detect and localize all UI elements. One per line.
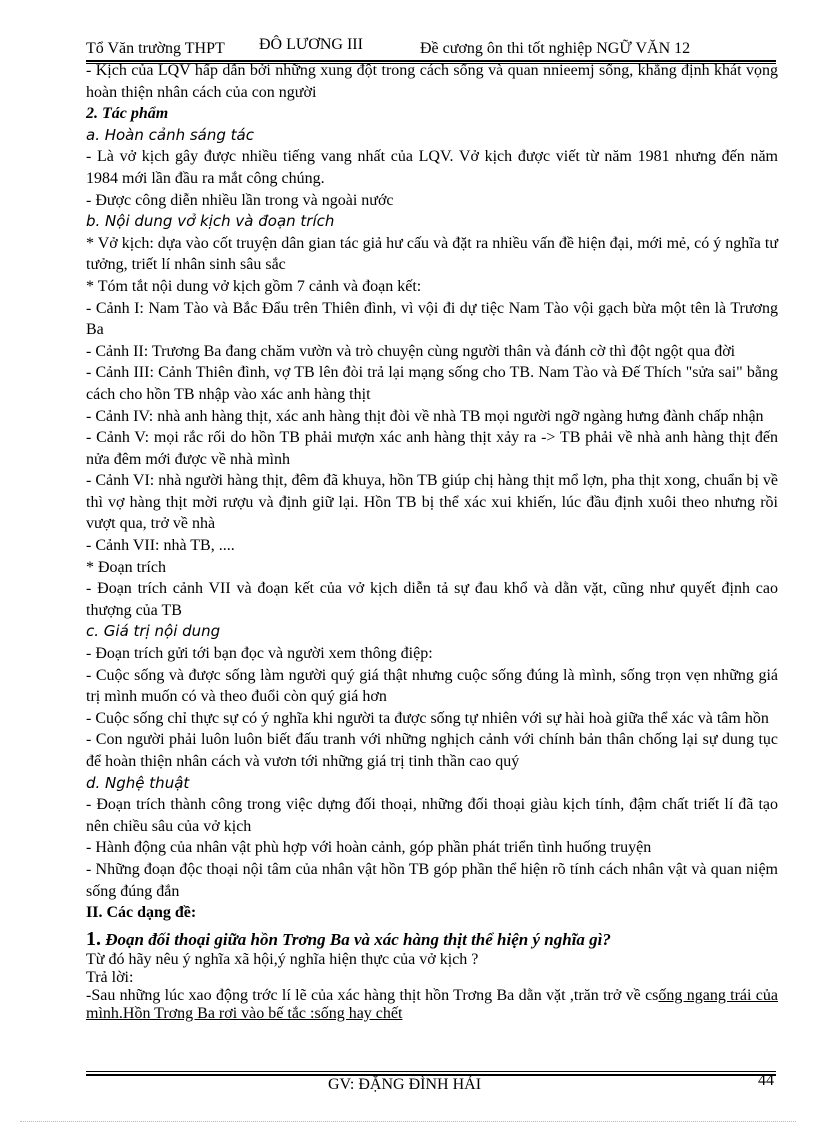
paragraph: - Cảnh III: Cảnh Thiên đình, vợ TB lên đòi trả lại mạng sống cho TB. Nam Tào và Đế Thích "sửa sai" bằng cách cho hồn TB nhập vào xác anh hàng thịt bbox=[86, 364, 778, 403]
question-heading bbox=[86, 928, 778, 951]
answer-text: -Sau những lúc xao động trớc lí lẽ của xác hàng thịt hồn Trơng Ba dằn vặt ,trăn trở về cs bbox=[86, 986, 659, 1004]
paragraph: - Cảnh II: Trương Ba đang chăm vườn và trò chuyện cùng người thân và đánh cờ thì đột ngột qua đời bbox=[86, 342, 736, 360]
paragraph: - Đoạn trích cảnh VII và đoạn kết của vở kịch diễn tả sự đau khổ và dằn vặt, cũng như quyết định cao thượng của TB bbox=[86, 580, 778, 619]
subsection-heading: d. Nghệ thuật bbox=[86, 773, 190, 792]
paragraph: - Cảnh VI: nhà người hàng thịt, đêm đã khuya, hồn TB giúp chị hàng thịt mổ lợn, pha thịt xong, chuẩn bị về thì vợ hàng thịt mời rượu và định giữ lại. Hồn TB bị thể xác xui khiến, lúc đầu định xuôi theo nhưng rồi vượt qua, trở về nhà bbox=[86, 472, 778, 533]
paragraph: - Con người phải luôn luôn biết đấu tranh với những nghịch cảnh với chính bản thân chống lại sự dung tục để hoàn thiện nhân cách và vươn tới những giá trị tinh thần cao quý bbox=[86, 731, 778, 770]
footer-rule bbox=[86, 1071, 776, 1072]
question-number: 1. bbox=[86, 927, 101, 950]
paragraph: - Hành động của nhân vật phù hợp với hoàn cảnh, góp phần phát triển tình huống truyện bbox=[86, 839, 652, 857]
subsection-heading: c. Giá trị nội dung bbox=[86, 622, 221, 641]
paragraph: * Đoạn trích bbox=[86, 558, 166, 576]
subsection-heading: b. Nội dung vở kịch và đoạn trích bbox=[86, 212, 335, 231]
section-heading: II. Các dạng đề: bbox=[86, 904, 197, 922]
page-footer bbox=[86, 1072, 776, 1098]
answer-text-underlined: ống ngang trái của mình.Hồn Trơng Ba rơi vào bế tắc :sống hay chết bbox=[86, 986, 779, 1022]
paragraph: - Cuộc sống chỉ thực sự có ý nghĩa khi người ta được sống tự nhiên với sự hài hoà giữa thể xác và tâm hồn bbox=[86, 709, 769, 727]
header-department: Tổ Văn trường THPT bbox=[86, 40, 225, 57]
paragraph: - Cảnh IV: nhà anh hàng thịt, xác anh hàng thịt đòi về nhà TB mọi người ngỡ ngàng hưng đành chấp nhận bbox=[86, 407, 764, 425]
paragraph: - Cuộc sống và được sống làm người quý giá thật nhưng cuộc sống đúng là mình, sống trọn vẹn những giá trị mình muốn có và theo đuổi còn quý giá hơn bbox=[86, 666, 778, 706]
paragraph: Từ đó hãy nêu ý nghĩa xã hội,ý nghĩa hiện thực của vở kịch ? bbox=[86, 950, 479, 968]
header-school: ĐÔ LƯƠNG III bbox=[259, 36, 363, 53]
paragraph: * Vở kịch: dựa vào cốt truyện dân gian tác giả hư cấu và đặt ra nhiều vấn đề hiện đại, mới mẻ, có ý nghĩa tư tưởng, triết lí nhân sinh sâu sắc bbox=[86, 234, 778, 274]
page-header bbox=[86, 36, 776, 60]
paragraph: - Những đoạn độc thoại nội tâm của nhân vật hồn TB góp phần thể hiện rõ tính cách nhân vật và quan niệm sống đúng đắn bbox=[86, 860, 778, 900]
section-heading: 2. Tác phẩm bbox=[86, 105, 169, 123]
paragraph: - Cảnh V: mọi rắc rối do hồn TB phải mượn xác anh hàng thịt xảy ra -> TB phải về nhà anh hàng thịt đến nửa đêm mới được về nhà mình bbox=[86, 429, 778, 468]
paragraph: * Tóm tắt nội dung vở kịch gồm 7 cảnh và đoạn kết: bbox=[86, 277, 422, 295]
paragraph: - Được công diễn nhiều lần trong và ngoài nước bbox=[86, 191, 394, 209]
paragraph: - Đoạn trích thành công trong việc dựng đối thoại, những đối thoại giàu kịch tính, đậm chất triết lí đã tạo nên chiều sâu của vở kịch bbox=[86, 796, 778, 835]
footer-author: GV: ĐẶNG ĐÌNH HẢI bbox=[328, 1076, 482, 1093]
paragraph bbox=[86, 987, 778, 1023]
page-content bbox=[86, 60, 778, 1023]
paragraph: - Là vở kịch gây được nhiều tiếng vang nhất của LQV. Vở kịch được viết từ năm 1981 nhưng đến năm 1984 mới lần đầu ra mắt công chúng. bbox=[86, 148, 778, 187]
page-edge-divider bbox=[20, 1121, 796, 1122]
page-number: 44 bbox=[758, 1072, 774, 1089]
paragraph: Trả lời: bbox=[86, 968, 134, 986]
paragraph: - Cảnh I: Nam Tào và Bắc Đẩu trên Thiên đình, vì vội đi dự tiệc Nam Tào vội gạch bừa một tên là Trương Ba bbox=[86, 299, 778, 339]
paragraph: - Cảnh VII: nhà TB, .... bbox=[86, 537, 235, 555]
header-title: Đề cương ôn thi tốt nghiệp NGỮ VĂN 12 bbox=[420, 40, 691, 57]
question-text: Đoạn đối thoại giữa hồn Trơng Ba và xác hàng thịt thể hiện ý nghĩa gì? bbox=[105, 929, 611, 949]
paragraph: - Đoạn trích gửi tới bạn đọc và người xem thông điệp: bbox=[86, 645, 433, 663]
paragraph: - Kịch của LQV hấp dẫn bởi những xung đột trong cách sống và quan nnieemj sống, khẳng định khát vọng hoàn thiện nhân cách của con người bbox=[86, 62, 778, 101]
subsection-heading: a. Hoàn cảnh sáng tác bbox=[86, 125, 254, 144]
